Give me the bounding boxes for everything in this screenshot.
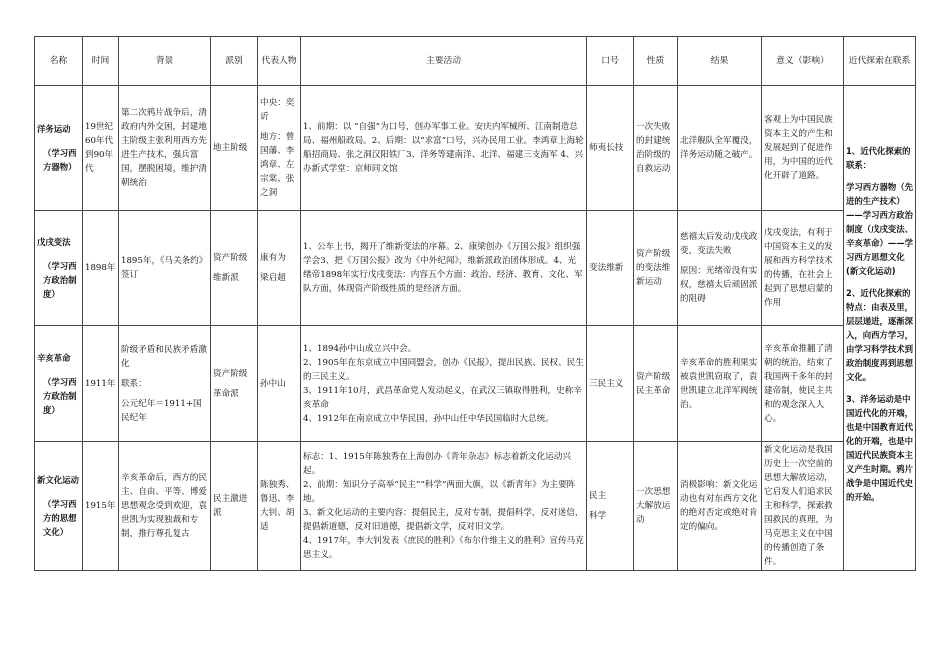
- movement-subtitle: （学习西方政治制度）: [43, 261, 77, 299]
- time-cell: 1915年: [83, 442, 119, 571]
- header-significance: 意义（影响）: [762, 37, 844, 86]
- time-cell: 1898年: [83, 211, 119, 326]
- activity-line: 标志：1、1915年陈独秀在上海创办《青年杂志》标志着新文化运动兴起。: [303, 452, 571, 476]
- header-people: 代表人物: [258, 37, 301, 86]
- header-time: 时间: [83, 37, 119, 86]
- links-point: 1、近代化探索的联系：: [846, 146, 911, 170]
- nature-cell: 资产阶级民主革命: [634, 326, 678, 442]
- background-cell: [119, 326, 211, 442]
- activity-line: 3、新文化运动的主要内容：提倡民主，反对专制，提倡科学，反对迷信，提倡新道德，反对旧道德，提倡新文学，反对旧文学。: [303, 508, 584, 532]
- significance-cell: 戊戌变法，有利于中国资本主义的发展和西方科学技术的传播，在社会上起到了思想启蒙的作用: [762, 211, 844, 326]
- summary-table: [34, 36, 916, 571]
- nature-cell: 资产阶级的变法维新运动: [634, 211, 678, 326]
- faction-line: 资产阶级: [213, 253, 248, 263]
- movement-name: 戊戌变法: [37, 237, 71, 247]
- history-summary-table: [34, 36, 916, 571]
- background-cell: 1895年，《马关条约》签订: [119, 211, 211, 326]
- significance-cell: 辛亥革命推翻了清朝的统治，结束了我国两千多年的封建帝制，使民主共和的观念深入人心。: [762, 326, 844, 442]
- header-faction: 派别: [211, 37, 258, 86]
- header-name: 名称: [35, 37, 83, 86]
- slogan-cell: 师夷长技: [587, 86, 634, 211]
- slogan-line: 科学: [589, 511, 607, 521]
- faction-cell: 民主激进派: [211, 442, 258, 571]
- activity-line: 4、1912年在南京成立中华民国，孙中山任中华民国临时大总统。: [303, 413, 554, 424]
- slogan-line: 民主: [589, 491, 607, 501]
- background-line: 联系：: [121, 378, 147, 389]
- header-activities: 主要活动: [301, 37, 587, 86]
- result-cell: 北洋舰队全军覆没，洋务运动随之破产。: [678, 86, 762, 211]
- table-row: [35, 211, 916, 326]
- links-point: 3、洋务运动是中国近代化的开端，也是中国教育近代化的开端，也是中国近代民族资本主义产生时期。鸦片战争是中国近代史的开始。: [846, 394, 913, 502]
- table-row: [35, 326, 916, 442]
- activity-line: 1、1894孙中山成立兴中会。: [303, 343, 417, 354]
- result-line: 慈禧太后发动戊戌政变，变法失败: [680, 232, 758, 256]
- faction-line: 资产阶级: [213, 368, 248, 379]
- table-row: [35, 442, 916, 571]
- faction-cell: [211, 326, 258, 442]
- faction-cell: [211, 211, 258, 326]
- faction-cell: 地主阶级: [211, 86, 258, 211]
- movement-subtitle: （学习西方政治制度）: [43, 376, 77, 415]
- header-row: [35, 37, 916, 86]
- faction-line: 革命派: [213, 388, 239, 399]
- faction-line: 维新派: [213, 273, 239, 283]
- people-cell: 孙中山: [258, 326, 301, 442]
- background-line: 公元纪年＝1911+国民纪年: [121, 398, 202, 423]
- header-result: 结果: [678, 37, 762, 86]
- activities-cell: [301, 326, 587, 442]
- activity-line: 3、1911年10月，武昌革命党人发动起义，在武汉三镇取得胜利，史称辛亥革命: [303, 385, 582, 410]
- movement-subtitle: （学习西方的思想文化）: [43, 499, 77, 537]
- people-line: 地方：曾国藩、李鸿章、左宗棠、张之洞: [260, 132, 295, 198]
- links-point: 2、近代化探索的特点：由表及里，层层递进，逐渐深入，向西方学习，由学习科学技术到政治制度再到思想文化。: [846, 288, 913, 382]
- activity-line: 2、1905年在东京成立中国同盟会，创办《民报》，提出民族、民权、民生的三民主义。: [303, 357, 584, 382]
- header-links: 近代探索在联系: [844, 37, 916, 86]
- links-point: 学习西方器物（先进的生产技术）——学习西方政治制度（戊戌变法、辛亥革命）——学习西方思想文化(新文化运动): [846, 182, 913, 276]
- people-cell: 陈独秀、鲁迅、李大钊、胡适: [258, 442, 301, 571]
- people-cell: [258, 211, 301, 326]
- people-cell: [258, 86, 301, 211]
- result-cell: 消极影响：新文化运动也有对东西方文化的绝对否定或绝对肯定的偏向。: [678, 442, 762, 571]
- table-row: [35, 86, 916, 211]
- movement-name-cell: [35, 442, 83, 571]
- significance-cell: 新文化运动是我国历史上一次空前的思想大解放运动，它启发人们追求民主和科学，探索救国救民的真理，为马克思主义在中国的传播创造了条件。: [762, 442, 844, 571]
- nature-cell: 一次思想大解放运动: [634, 442, 678, 571]
- movement-name: 辛亥革命: [37, 352, 71, 363]
- activities-cell: [301, 442, 587, 571]
- people-line: 康有为: [260, 253, 286, 263]
- background-cell: 第二次鸦片战争后，清政府内外交困，封建地主阶级主张利用西方先进生产技术，强兵富国，摆脱困境，维护清朝统治: [119, 86, 211, 211]
- background-line: 阶级矛盾和民族矛盾激化: [121, 344, 207, 369]
- slogan-cell: 三民主义: [587, 326, 634, 442]
- activity-line: 2、前期：知识分子高举“民主”“科学”两面大旗，以《新青年》为主要阵地。: [303, 480, 576, 504]
- result-line: 原因：光绪帝没有实权，慈禧太后顽固派的阻碍: [680, 266, 758, 304]
- slogan-cell: [587, 442, 634, 571]
- people-line: 梁启超: [260, 273, 286, 283]
- time-cell: 19世纪60年代到90年代: [83, 86, 119, 211]
- result-cell: [678, 211, 762, 326]
- movement-subtitle: （学习西方器物）: [43, 148, 77, 172]
- activities-cell: 1、前期：以 “自强”为口号，创办军事工业。安庆内军械所、江南制造总局、福州船政局。2、后期：以“求富”口号，兴办民用工业。李鸿章上海轮船招商局、张之洞汉阳铁厂3、洋务等建南洋、北洋、福建三支海军 4、兴办新式学堂：京师同文馆: [301, 86, 587, 211]
- links-cell: [844, 86, 916, 571]
- significance-cell: 客观上为中国民族资本主义的产生和发展起到了促进作用，为中国的近代化开辟了道路。: [762, 86, 844, 211]
- header-nature: 性质: [634, 37, 678, 86]
- movement-name: 洋务运动: [37, 124, 71, 134]
- movement-name-cell: [35, 326, 83, 442]
- slogan-cell: 变法维新: [587, 211, 634, 326]
- activities-cell: 1、公车上书，揭开了维新变法的序幕。2、康梁创办《万国公报》组织强学会3、把《万国公报》改为《中外纪闻》，维新派政治团体形成。4、光绪帝1898年实行戊戌变法：内容五个方面：政治、经济、教育、文化、军队方面，体现资产阶级性质的是经济方面。: [301, 211, 587, 326]
- header-background: 背景: [119, 37, 211, 86]
- people-line: 中央：奕䜣: [260, 98, 295, 122]
- movement-name: 新文化运动: [37, 475, 79, 485]
- header-slogan: 口号: [587, 37, 634, 86]
- result-cell: 辛亥革命的胜利果实被袁世凯窃取了，袁世凯建立北洋军阀统治。: [678, 326, 762, 442]
- background-cell: 辛亥革命后，西方的民主、自由、平等、博爱思想观念受到欢迎，袁世凯为实现独裁和专制，推行尊孔复古: [119, 442, 211, 571]
- time-cell: 1911年: [83, 326, 119, 442]
- activity-line: 4、1917年，李大钊发表《庶民的胜利》《布尔什维主义的胜利》宣传马克思主义。: [303, 536, 584, 560]
- movement-name-cell: [35, 86, 83, 211]
- nature-cell: 一次失败的封建统治阶级的自救运动: [634, 86, 678, 211]
- movement-name-cell: [35, 211, 83, 326]
